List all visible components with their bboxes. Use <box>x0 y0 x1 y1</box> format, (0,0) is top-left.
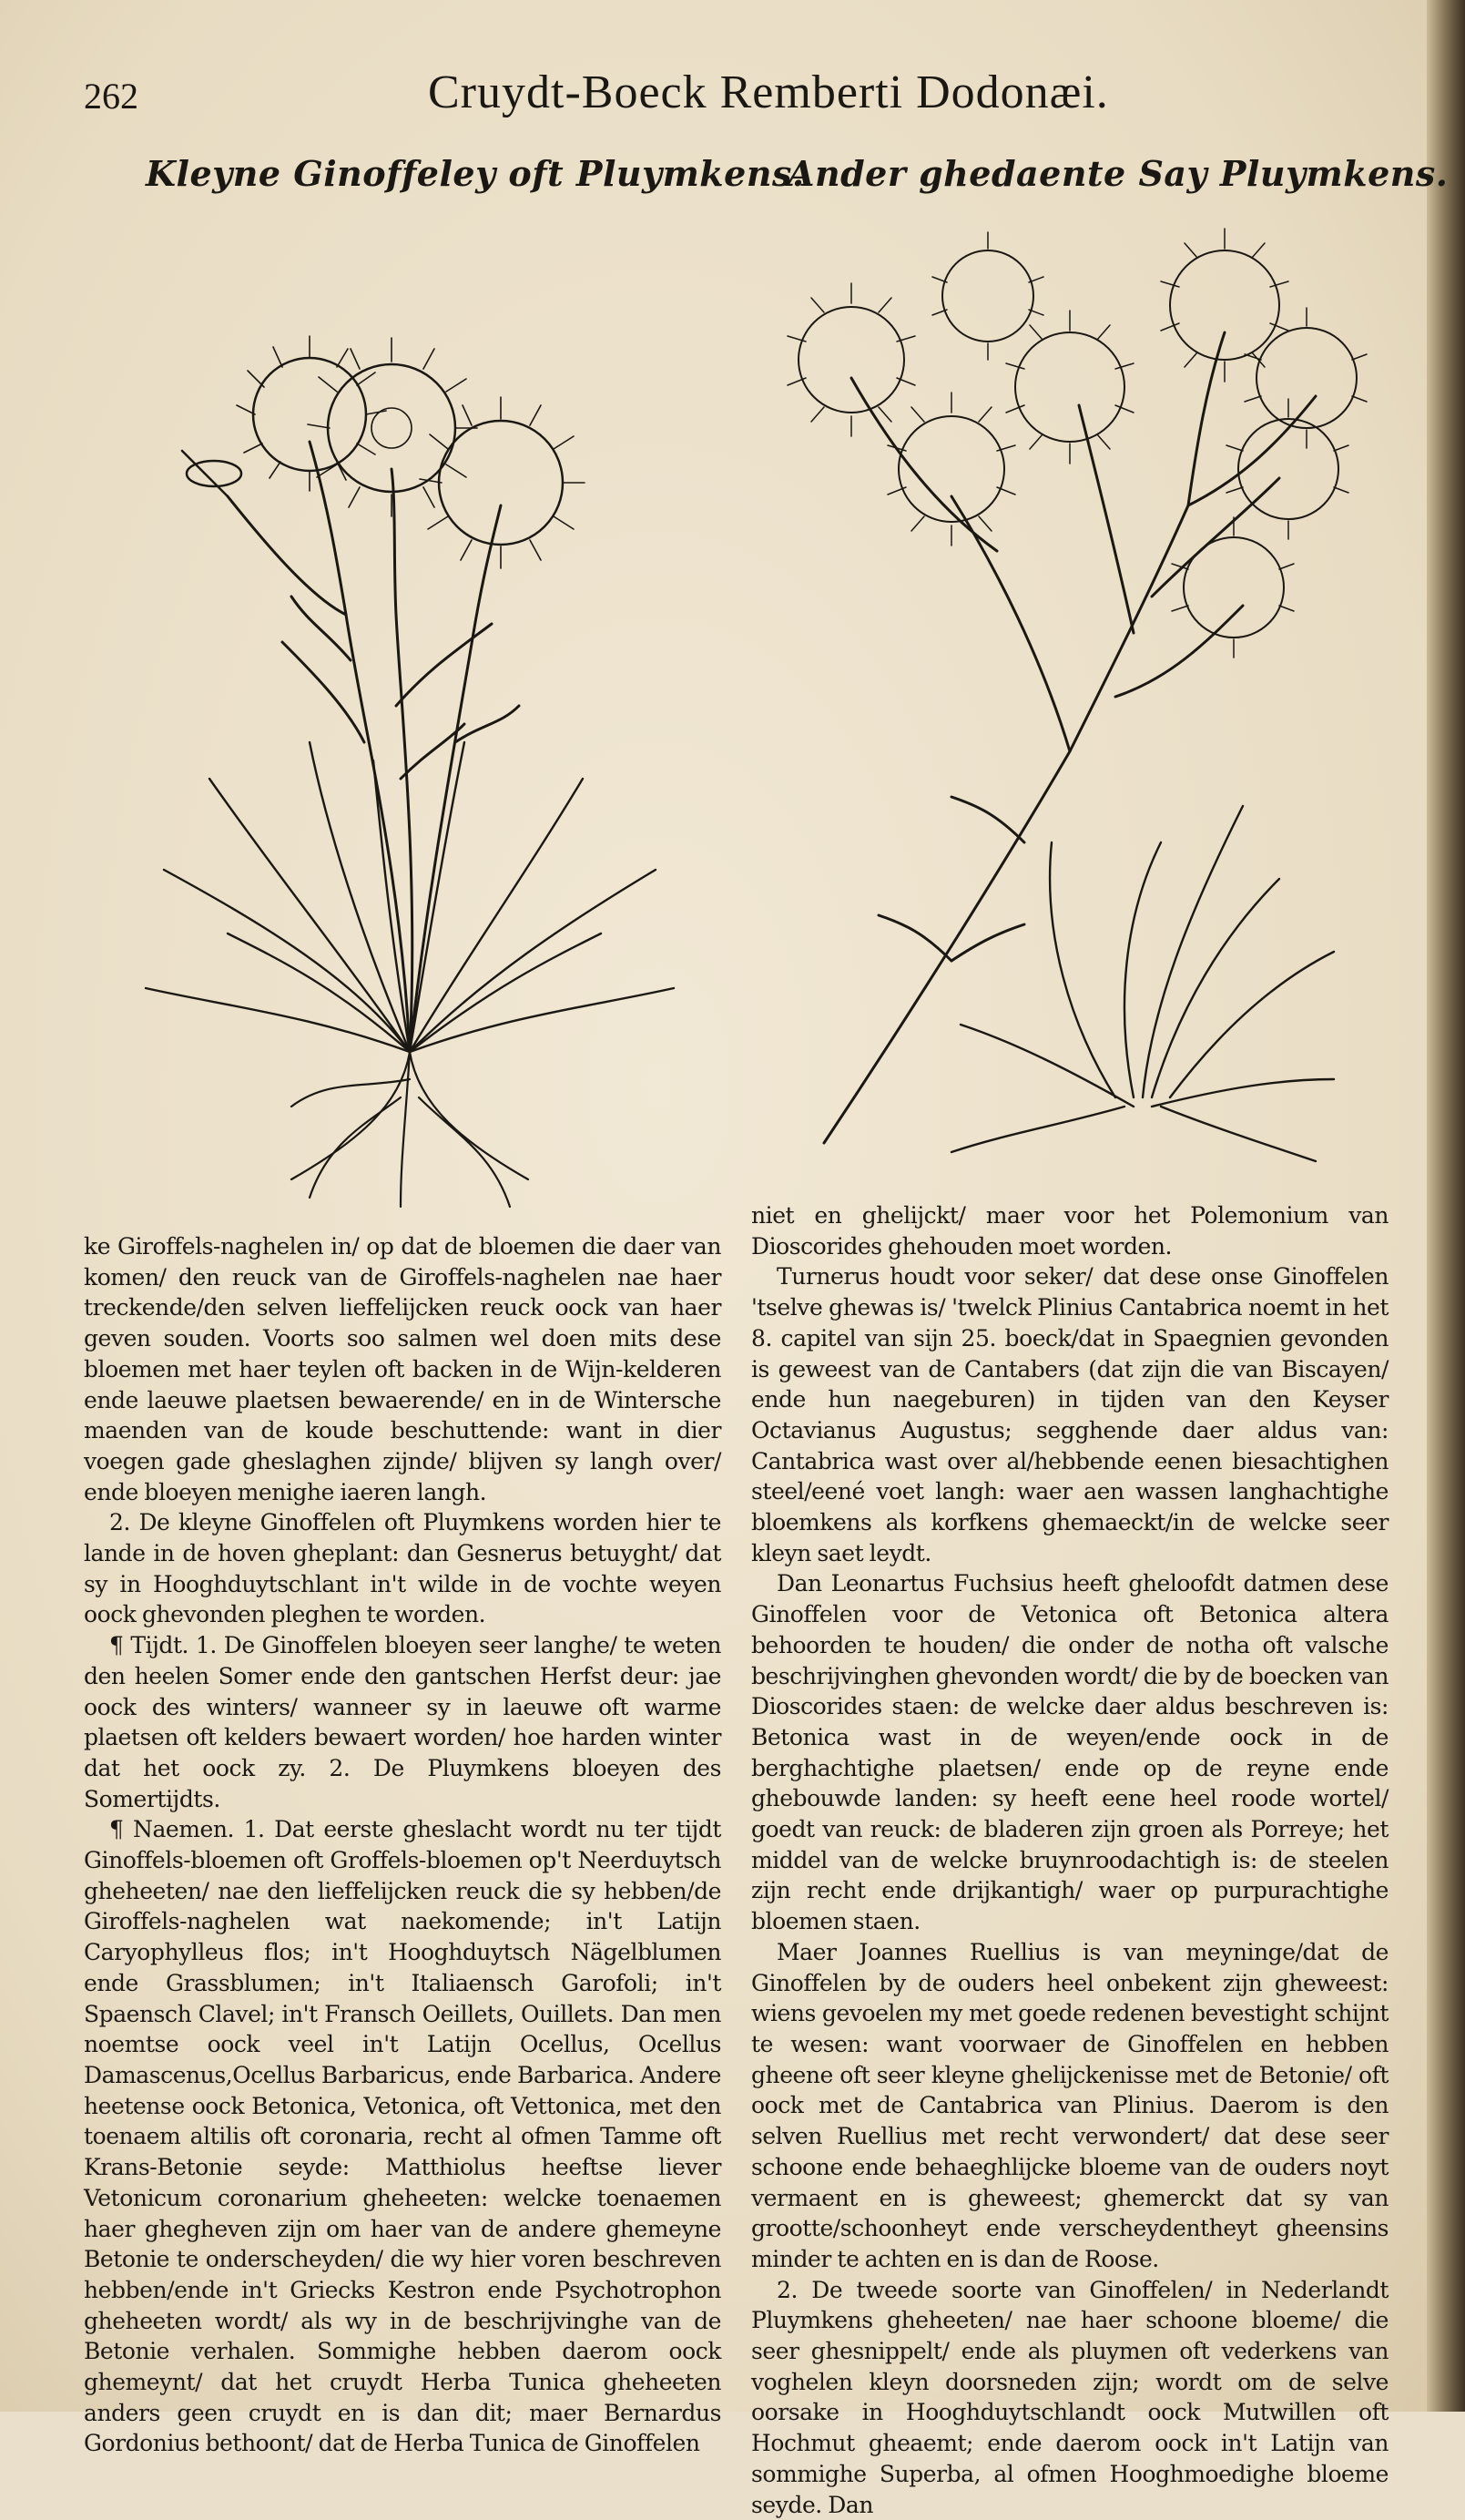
paragraph: 2. De kleyne Ginoffelen oft Pluymkens worden hier te lande in de hoven gheplant: dan Gesnerus betuyght/ dat sy in Hooghduytschlant in't wilde in de vochte weyen oock ghevonden pleghen te worden. <box>84 1509 721 1628</box>
paragraph: Turnerus houdt voor seker/ dat dese onse Ginoffelen 'tselve ghewas is/ 'twelck Plinius Cantabrica noemt in het 8. capitel van sijn 25. boeck/dat in Spaegnien gevonden is geweest van de Cantabers (dat zijn die van Biscayen/ ende hun naegeburen) in tijden van den Keyser Octavianus Augustus; segghende daer aldus van: Cantabrica wast over al/hebbende eenen biesachtighen steel/eené voet langh: waer aen wassen langhachtighe bloemkens als korfkens ghemaeckt/in de welcke seer kleyn saet leydt. <box>751 1263 1389 1566</box>
right-text-column <box>751 1200 1389 2520</box>
paragraph: 2. De tweede soorte van Ginoffelen/ in Nederlandt Pluymkens gheheeten/ nae haer schoone bloeme/ die seer ghesnippelt/ ende als pluymen oft vederkens van voghelen kleyn doorsneden zijn; wordt om de selve oorsake in Hooghduytschlandt oock Mutwillen oft Hochmut gheaemt; ende daerom oock in't Latijn van sommighe Superba, al ofmen Hooghmoedighe bloeme seyde. Dan <box>751 2276 1389 2518</box>
page-number: 262 <box>84 76 138 117</box>
paragraph: Maer Joannes Ruellius is van meyninge/dat de Ginoffelen by de ouders heel onbekent zijn gheweest: wiens gevoelen my met goede redenen bevestight schijnt te wesen: want voorwaer de Ginoffelen en hebben gheene oft seer kleyne ghelijckenisse met de Betonie/ oft oock met de Cantabrica van Plinius. Daerom is den selven Ruellius met recht verwondert/ dat dese seer schoone ende behaeghlijcke bloeme van de ouders noyt vermaent en is gheweest; ghemerckt dat sy van grootte/schoonheyt ende verscheydentheyt gheensins minder te achten en is dan de Roose. <box>751 1938 1389 2272</box>
paragraph: ¶ Tijdt. 1. De Ginoffelen bloeyen seer langhe/ te weten den heelen Somer ende den gantschen Herfst deur: jae oock des winters/ wanneer sy in laeuwe oft warme plaetsen oft kelders bewaert worden/ hoe harden winter dat het oock zy. 2. De Pluymkens bloeyen des Somertijdts. <box>84 1632 721 1812</box>
paragraph: ke Giroffels-naghelen in/ op dat de bloemen die daer van komen/ den reuck van de Giroffels-naghelen nae haer treckende/den selven lieffelijcken reuck oock van haer geven souden. Voorts soo salmen wel doen mits dese bloemen met haer teylen oft backen in de Wijn-kelderen ende laeuwe plaetsen bewaerende/ en in de Wintersche maenden van de koude beschuttende: want in dier voegen gade gheslaghen zijnde/ blijven sy langh over/ ende bloeyen menighe iaeren langh. <box>84 1233 721 1505</box>
left-figure-caption: Kleyne Ginoffeley oft Pluymkens. <box>146 153 805 194</box>
left-woodcut-illustration <box>127 232 692 1216</box>
right-woodcut-illustration <box>769 205 1370 1170</box>
book-gutter <box>1427 0 1465 2412</box>
paragraph: Dan Leonartus Fuchsius heeft gheloofdt datmen dese Ginoffelen voor de Vetonica oft Betonica altera behoorden te houden/ die onder de notha oft valsche beschrijvinghen ghevonden wordt/ die by de boecken van Dioscorides staen: de welcke daer aldus beschreven is: Betonica wast in de weyen/ende oock in de berghachtighe plaetsen/ ende op de reyne ende ghebouwde landen: sy heeft eene heel roode wortel/ goedt van reuck: de bladeren zijn groen als Porreye; het middel van de welcke bruynroodachtigh is: de steelen zijn recht ende drijkantigh/ waer op purpurachtighe bloemen staen. <box>751 1570 1389 1935</box>
paragraph: ¶ Naemen. 1. Dat eerste gheslacht wordt nu ter tijdt Ginoffels-bloemen oft Groffels-bloemen op't Neerduytsch gheheeten/ nae den lieffelijcken reuck die sy hebben/de Giroffels-naghelen wat naekomende; in't Latijn Caryophylleus flos; in't Hooghduytsch Nägelblumen ende Grassblumen; in't Italiaensch Garofoli; in't Spaensch Clavel; in't Fransch Oeillets, Ouillets. Dan men noemtse oock veel in't Latijn Ocellus, Ocellus Damascenus,Ocellus Barbaricus, ende Barbarica. Andere heetense oock Betonica, Vetonica, oft Vettonica, met den toenaem altilis oft coronaria, recht al ofmen Tamme oft Krans-Betonie seyde: Matthiolus heeftse liever Vetonicum coronarium gheheeten: welcke toenaemen haer ghegheven zijn om haer van de andere ghemeyne Betonie te onderscheyden/ die wy hier voren beschreven hebben/ende in't Griecks Kestron ende Psychotrophon gheheeten wordt/ als wy in de beschrijvinghe van de Betonie verhalen. Sommighe hebben daerom oock ghemeynt/ dat het cruydt Herba Tunica gheheeten anders geen cruydt en is dan dit; maer Bernardus Gordonius bethoont/ dat de Herba Tunica de Ginoffelen <box>84 1816 721 2457</box>
left-text-column <box>84 1231 721 2459</box>
right-figure-caption: Ander ghedaente Say Pluymkens. <box>788 153 1449 194</box>
running-title: Cruydt-Boeck Remberti Dodonæi. <box>428 66 1109 118</box>
paragraph: niet en ghelijckt/ maer voor het Polemonium van Dioscorides ghehouden moet worden. <box>751 1202 1389 1260</box>
